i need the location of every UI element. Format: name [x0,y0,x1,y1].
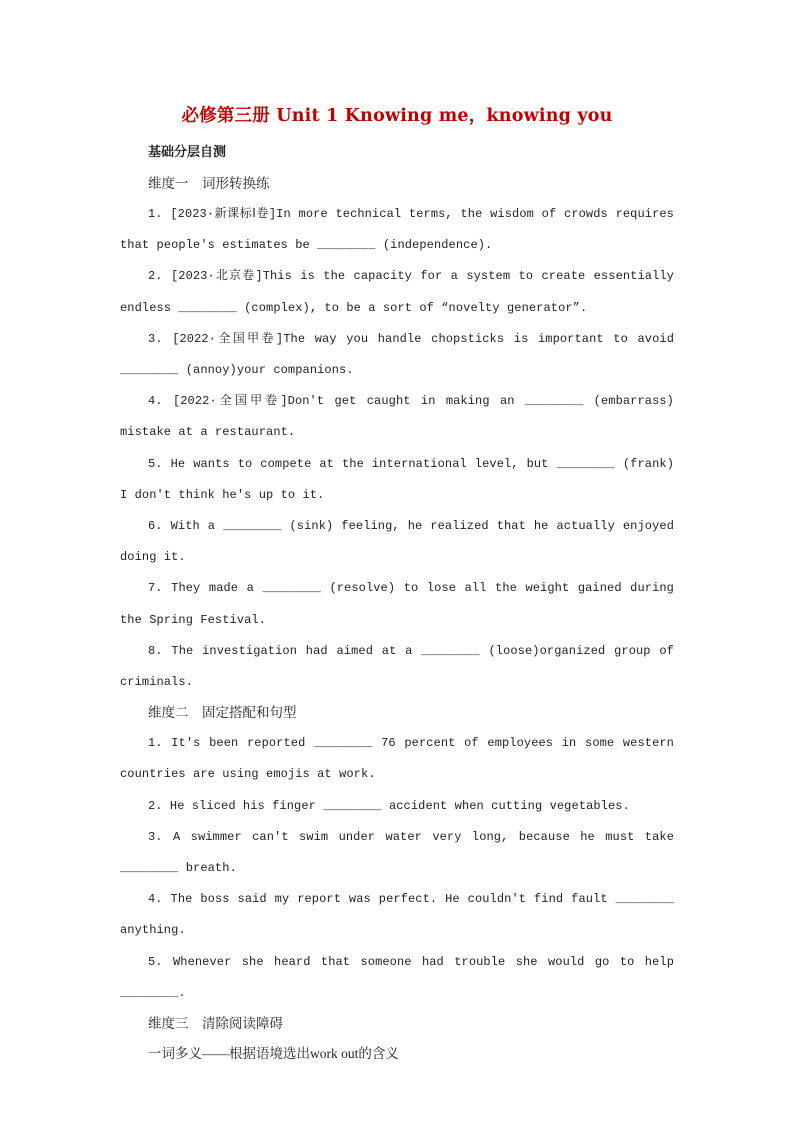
question-item: 7. They made a ________ (resolve) to lose all the weight gained during the Spring Festival. [120,581,674,627]
dimension3-heading: 维度三 清除阅读障碍 [148,1016,283,1032]
section-title: 基础分层自测 [148,144,227,159]
question-item: 8. The investigation had aimed at a ________ (loose)organized group of criminals. [120,643,674,690]
question-item: 3. [2022·全国甲卷]The way you handle chopsticks is important to avoid ________ (annoy)your companions. [120,331,674,378]
question-item: 2. He sliced his finger ________ accident when cutting vegetables. [148,798,630,813]
document-title: 必修第三册 Unit 1 Knowing me，knowing you [181,106,613,126]
question-item: 5. Whenever she heard that someone had trouble she would go to help ________. [120,954,674,1000]
question-item: 4. [2022·全国甲卷]Don't get caught in making an ________ (embarrass) mistake at a restaurant. [120,394,674,440]
dimension1-heading: 维度一 词形转换练 [148,176,270,191]
question-item: 1. It's been reported ________ 76 percent of employees in some western countries are using emojis at work. [120,736,674,782]
dimension2-heading: 维度二 固定搭配和句型 [148,705,297,721]
question-item: 4. The boss said my report was perfect. He couldn't find fault ________ anything. [120,892,674,938]
question-item: 5. He wants to compete at the international level, but ________ (frank) I don't think he's up to it. [120,456,674,502]
question-item: 2. [2023·北京卷]This is the capacity for a system to create essentially endless ________ (complex), to be a sort of “novelty generator”. [120,269,674,315]
question-item: 6. With a ________ (sink) feeling, he realized that he actually enjoyed doing it. [120,519,674,565]
document-page [120,102,674,1069]
question-item: 1. [2023·新课标Ⅰ卷]In more technical terms, the wisdom of crowds requires that people's estimates be ________ (independence). [120,207,674,253]
dimension3-subheading: 一词多义——根据语境选出work out的含义 [148,1046,399,1062]
question-item: 3. A swimmer can't swim under water very long, because he must take ________ breath. [120,829,674,876]
